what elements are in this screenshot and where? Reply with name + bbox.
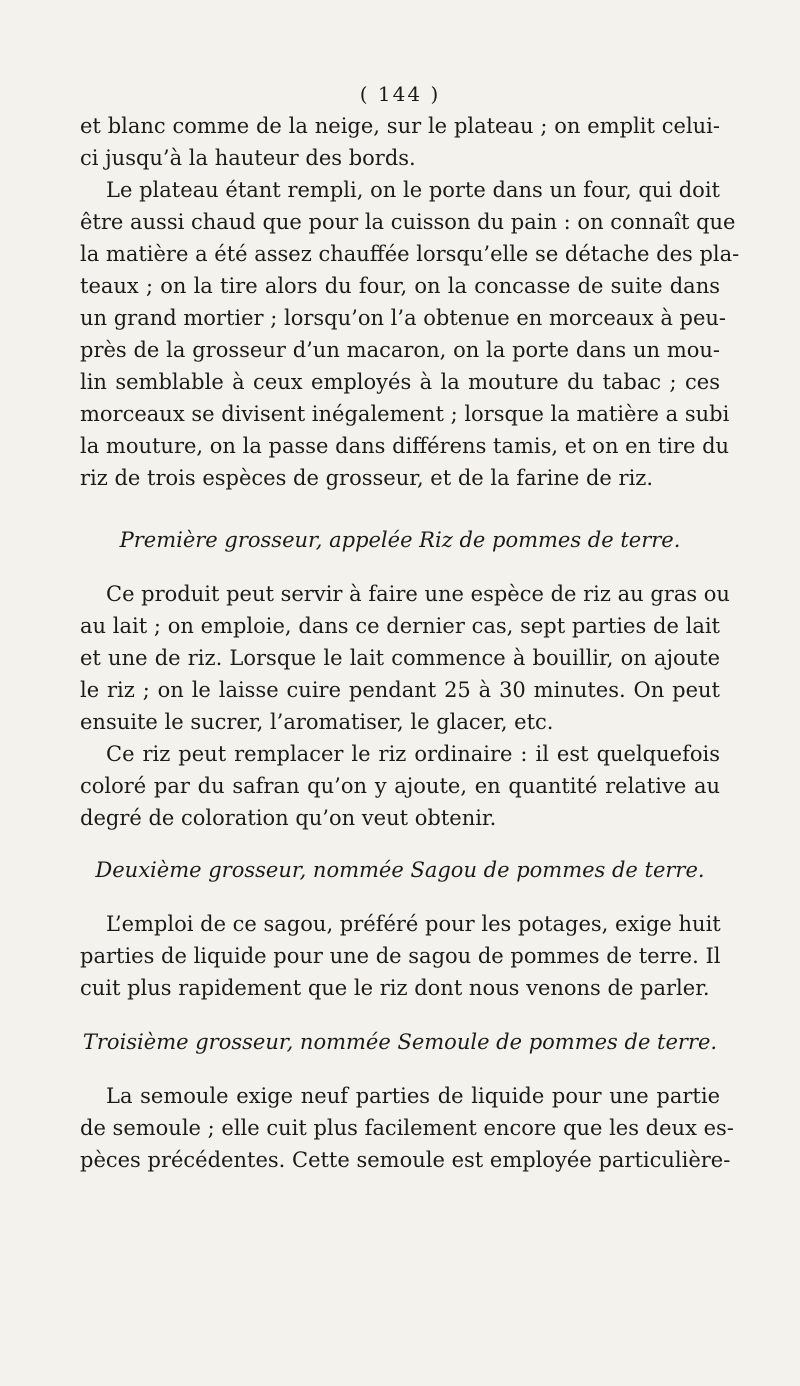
- text-line: ensuite le sucrer, l’aromatiser, le glacer, etc.: [80, 710, 554, 734]
- text-line: parties de liquide pour une de sagou de pommes de terre. Il: [80, 944, 721, 968]
- section-heading: Troisième grosseur, nommée Semoule de pommes de terre.: [82, 1030, 718, 1054]
- text-line: teaux ; on la tire alors du four, on la concasse de suite dans: [80, 274, 720, 298]
- text-line: près de la grosseur d’un macaron, on la porte dans un mou-: [80, 338, 720, 362]
- text-line: coloré par du safran qu’on y ajoute, en quantité relative au: [80, 774, 720, 798]
- text-line: de semoule ; elle cuit plus facilement encore que les deux es-: [80, 1116, 734, 1140]
- text-line: la matière a été assez chauffée lorsqu’elle se détache des pla-: [80, 242, 740, 266]
- section-heading: Première grosseur, appelée Riz de pommes de terre.: [119, 528, 681, 552]
- text-line: degré de coloration qu’on veut obtenir.: [80, 806, 497, 830]
- text-line: la mouture, on la passe dans différens tamis, et on en tire du: [80, 434, 730, 458]
- text-line: lin semblable à ceux employés à la mouture du tabac ; ces: [80, 370, 720, 394]
- text-line: et blanc comme de la neige, sur le plateau ; on emplit celui-: [80, 114, 720, 138]
- text-line: le riz ; on le laisse cuire pendant 25 à 30 minutes. On peut: [80, 678, 720, 702]
- text-line: pèces précédentes. Cette semoule est employée particulière-: [80, 1148, 731, 1172]
- text-line: La semoule exige neuf parties de liquide pour une partie: [106, 1084, 720, 1108]
- text-line: L’emploi de ce sagou, préféré pour les potages, exige huit: [106, 912, 721, 936]
- text-line: et une de riz. Lorsque le lait commence à bouillir, on ajoute: [80, 646, 720, 670]
- text-line: être aussi chaud que pour la cuisson du pain : on connaît que: [80, 210, 736, 234]
- text-line: au lait ; on emploie, dans ce dernier cas, sept parties de lait: [80, 614, 720, 638]
- text-line: Ce riz peut remplacer le riz ordinaire : il est quelquefois: [106, 742, 720, 766]
- text-line: Ce produit peut servir à faire une espèce de riz au gras ou: [106, 582, 730, 606]
- text-line: Le plateau étant rempli, on le porte dans un four, qui doit: [106, 178, 720, 202]
- section-heading: Deuxième grosseur, nommée Sagou de pommes de terre.: [95, 858, 705, 882]
- text-line: un grand mortier ; lorsqu’on l’a obtenue en morceaux à peu-: [80, 306, 727, 330]
- page-number: ( 144 ): [359, 82, 441, 106]
- text-line: riz de trois espèces de grosseur, et de la farine de riz.: [80, 466, 654, 490]
- text-line: morceaux se divisent inégalement ; lorsque la matière a subi: [80, 402, 730, 426]
- text-line: cuit plus rapidement que le riz dont nous venons de parler.: [80, 976, 710, 1000]
- text-line: ci jusqu’à la hauteur des bords.: [80, 146, 416, 170]
